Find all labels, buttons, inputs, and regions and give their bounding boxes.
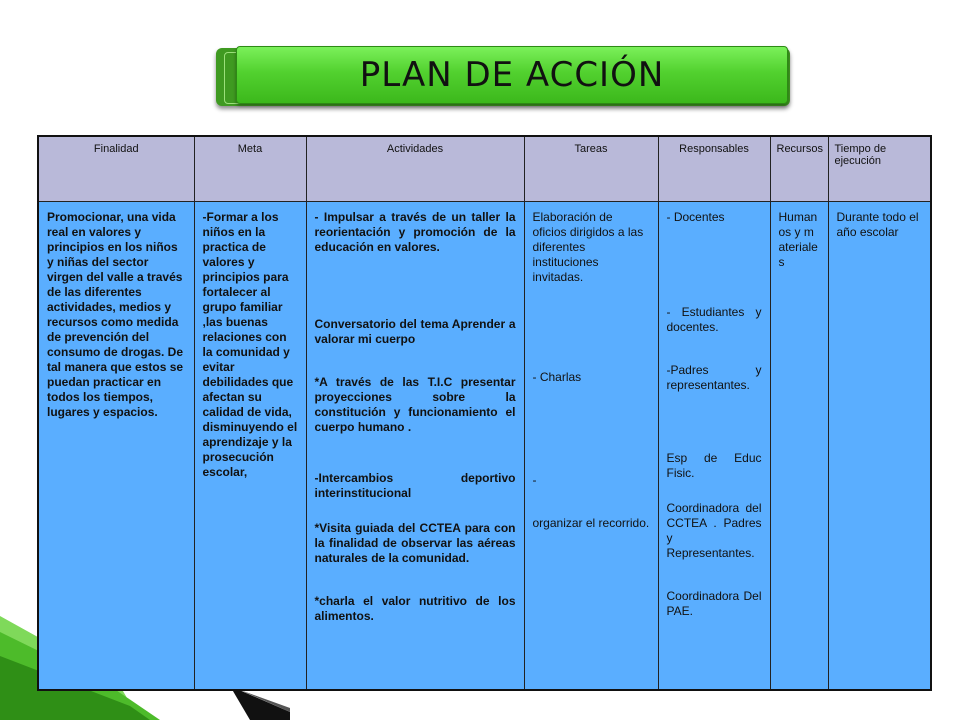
tarea-item: - Charlas bbox=[532, 370, 582, 384]
responsable-item: Coordinadora del CCTEA . Padres y Representantes. bbox=[666, 501, 762, 560]
page-title: PLAN DE ACCIÓN bbox=[359, 55, 665, 95]
responsable-item: - Estudiantes y docentes. bbox=[666, 305, 762, 334]
header-finalidad: Finalidad bbox=[38, 136, 194, 202]
banner-face bbox=[236, 46, 788, 104]
responsable-item: Coordinadora Del PAE. bbox=[666, 589, 762, 618]
actividad-item: Conversatorio del tema Aprender a valorar mi cuerpo bbox=[314, 317, 516, 346]
cell-tareas bbox=[524, 202, 658, 691]
tarea-item: - bbox=[532, 473, 537, 487]
tarea-item: Elaboración de oficios dirigidos a las diferentes instituciones invitadas. bbox=[532, 210, 644, 284]
tarea-item: organizar el recorrido. bbox=[532, 516, 650, 530]
action-plan-table bbox=[37, 135, 932, 691]
responsable-item: -Padres y representantes. bbox=[666, 363, 762, 392]
cell-recursos: Humanos y materiales bbox=[770, 202, 828, 691]
header-tiempo: Tiempo de ejecución bbox=[828, 136, 931, 202]
cell-responsables bbox=[658, 202, 770, 691]
table-header-row bbox=[38, 136, 931, 202]
actividad-item: *A través de las T.I.C presentar proyecciones sobre la constitución y funcionamiento el cuerpo humano . bbox=[314, 375, 516, 434]
actividad-item: - Impulsar a través de un taller la reorientación y promoción de la educación en valores. bbox=[314, 210, 516, 254]
actividad-item: -Intercambios deportivo interinstitucional bbox=[314, 471, 516, 500]
header-actividades: Actividades bbox=[306, 136, 524, 202]
table-row bbox=[38, 202, 931, 691]
cell-finalidad: Promocionar, una vida real en valores y principios en los niños y niñas del sector virgen del valle a través de las diferentes actividades, medios y recursos como medida de prevención del consumo de drogas. De tal manera que estos se puedan practicar en todos los tiempos, lugares y espacios. bbox=[38, 202, 194, 691]
cell-actividades bbox=[306, 202, 524, 691]
header-recursos: Recursos bbox=[770, 136, 828, 202]
title-banner bbox=[210, 44, 790, 106]
header-responsables: Responsables bbox=[658, 136, 770, 202]
cell-meta: -Formar a los niños en la practica de valores y principios para fortalecer al grupo familiar ,las buenas relaciones con la comunidad y evitar debilidades que afectan su calidad de vida, disminuyendo el aprendizaje y la prosecución escolar, bbox=[194, 202, 306, 691]
header-meta: Meta bbox=[194, 136, 306, 202]
header-tareas: Tareas bbox=[524, 136, 658, 202]
responsable-item: - Docentes bbox=[666, 210, 725, 224]
responsable-item: Esp de Educ Fisic. bbox=[666, 451, 762, 480]
cell-tiempo: Durante todo el año escolar bbox=[828, 202, 931, 691]
actividad-item: *Visita guiada del CCTEA para con la finalidad de observar las aéreas naturales de la comunidad. bbox=[314, 521, 516, 565]
actividad-item: *charla el valor nutritivo de los alimentos. bbox=[314, 594, 516, 623]
